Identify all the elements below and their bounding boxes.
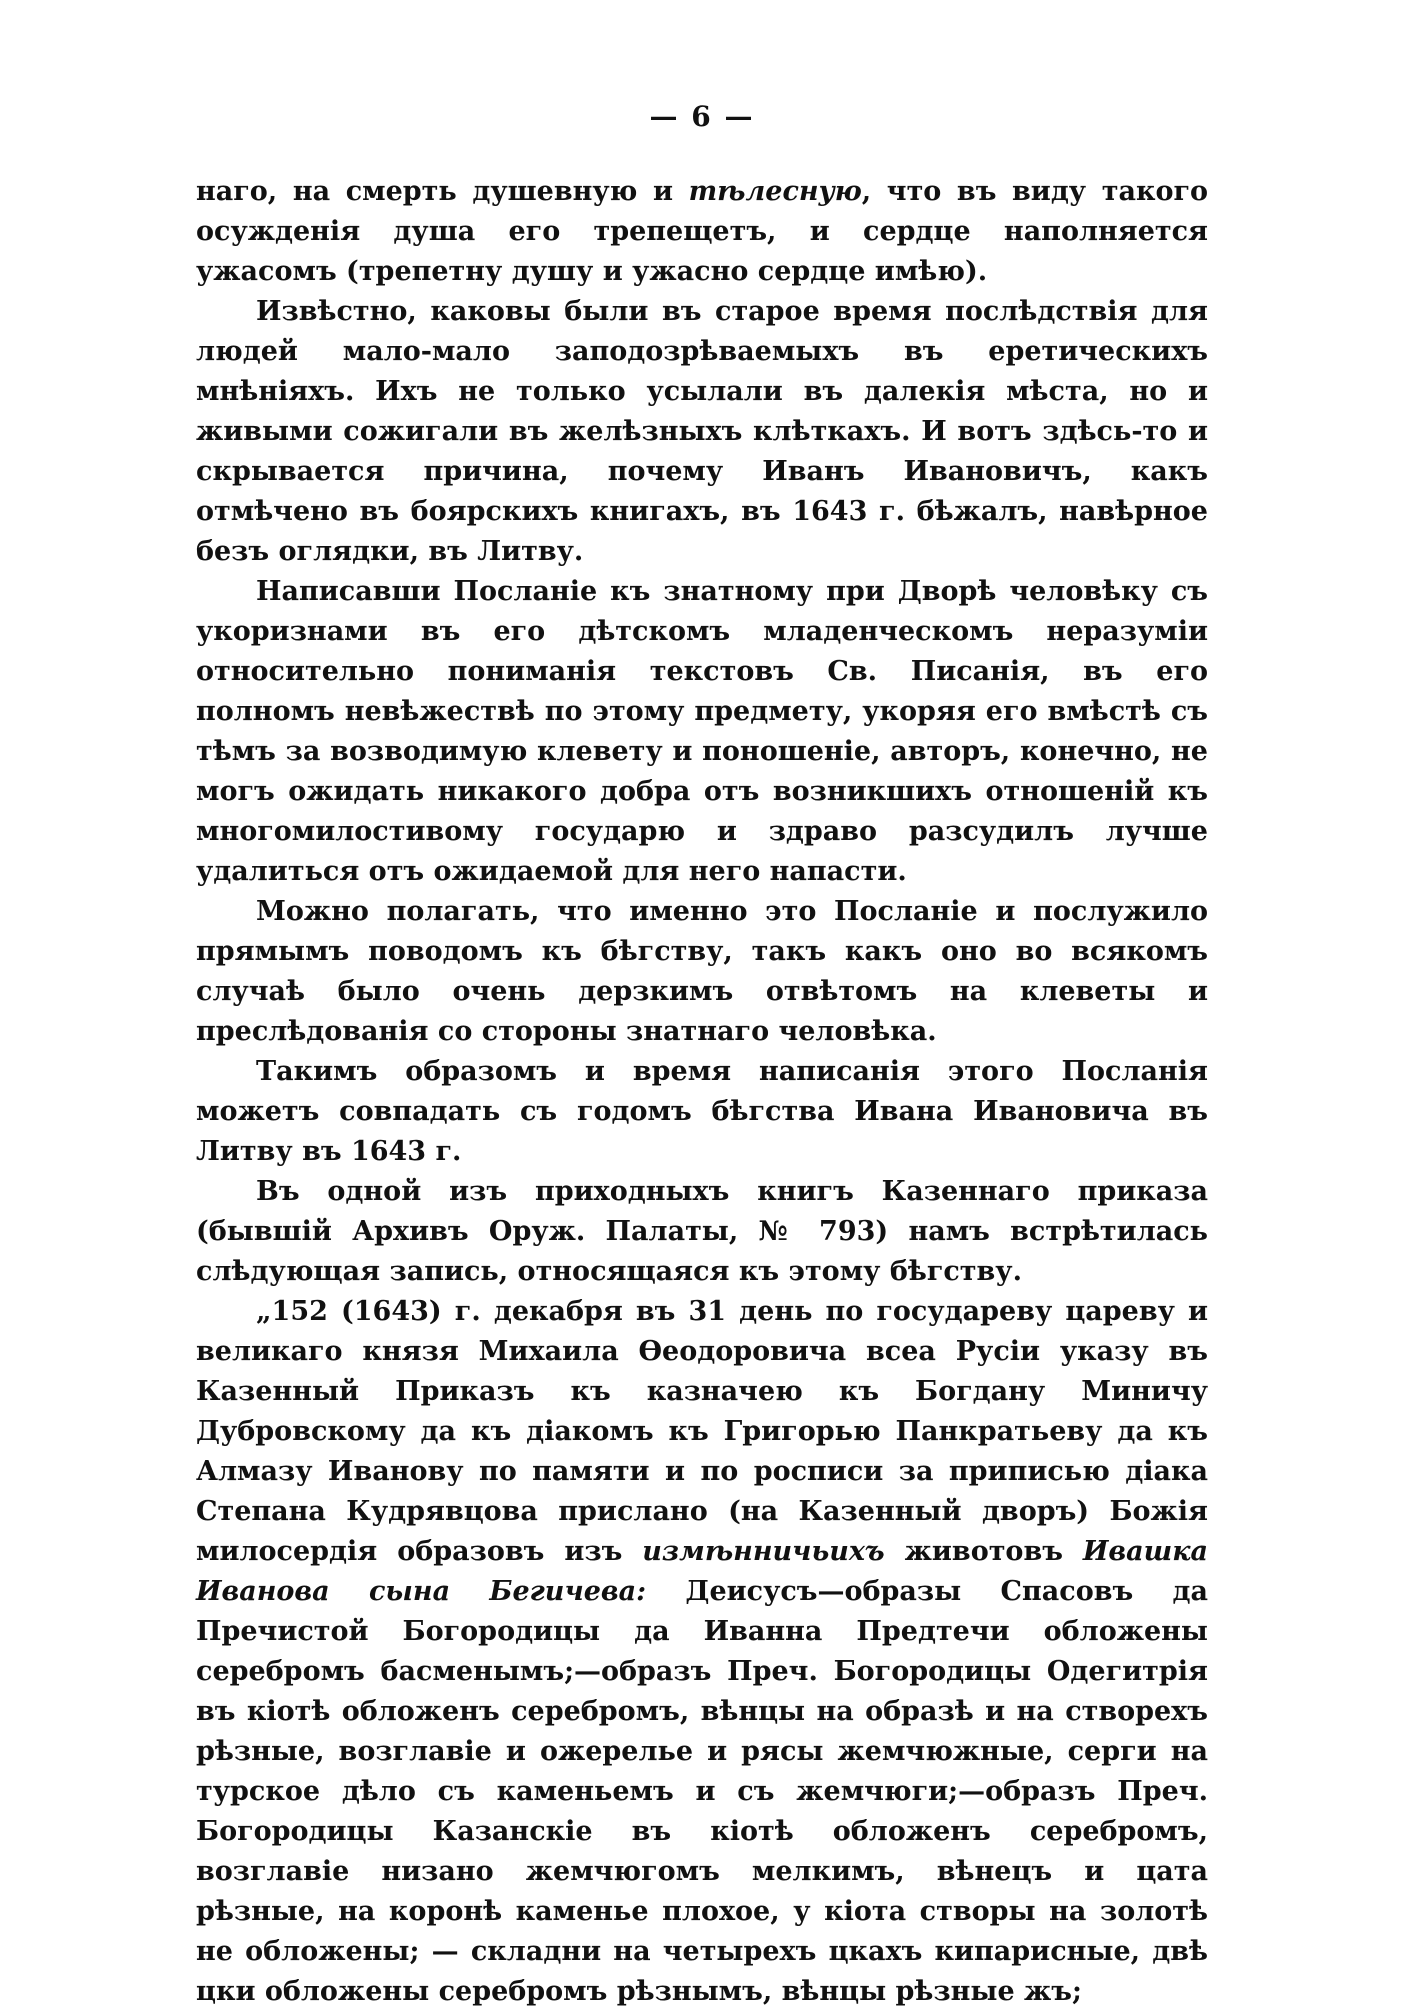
text-segment: Въ одной изъ приходныхъ книгъ Казеннаго приказа (бывшій Архивъ Оруж. Палаты, № 793) намъ встрѣтилась слѣдующая запись, относящаяся къ этому бѣгству. <box>196 1176 1208 1287</box>
paragraph-p6 <box>196 1172 1208 1292</box>
text-segment: животовъ <box>884 1536 1083 1567</box>
text-segment: Можно полагать, что именно это Посланіе и послужило прямымъ поводомъ къ бѣгству, такъ какъ оно во всякомъ случаѣ было очень дерзкимъ отвѣтомъ на клеветы и преслѣдованія со стороны знатнаго человѣка. <box>196 896 1208 1047</box>
text-segment: „152 (1643) г. декабря въ 31 день по государеву цареву и великаго князя Михаила Ѳеодоровича всеа Русіи указу въ Казенный Приказъ къ казначею къ Богдану Миничу Дубровскому да къ діакомъ къ Григорью Панкратьеву да къ Алмазу Иванову по памяти и по росписи за приписью діака Степана Кудрявцова прислано (на Казенный дворъ) Божія милосердія образовъ изъ <box>196 1296 1208 1567</box>
page-number: — 6 — <box>649 100 755 133</box>
paragraph-p3 <box>196 572 1208 892</box>
page-body <box>196 172 1208 2012</box>
italic-text: тѣлесную <box>688 176 862 207</box>
italic-text: Ивашка Иванова сына Бегичева: <box>196 1536 1208 1607</box>
text-segment: Такимъ образомъ и время написанія этого Посланія можетъ совпадать съ годомъ бѣгства Ивана Ивановича въ Литву въ 1643 г. <box>196 1056 1208 1167</box>
paragraph-p2 <box>196 292 1208 572</box>
text-segment: , что въ виду такого осужденія душа его трепещетъ, и сердце наполняется ужасомъ (трепетну душу и ужасно сердце имѣю). <box>196 176 1209 287</box>
paragraph-p5 <box>196 1052 1208 1172</box>
text-segment: Написавши Посланіе къ знатному при Дворѣ человѣку съ укоризнами въ его дѣтскомъ младенческомъ неразуміи относительно пониманія текстовъ Св. Писанія, въ его полномъ невѣжествѣ по этому предмету, укоряя его вмѣстѣ съ тѣмъ за возводимую клевету и поношеніе, авторъ, конечно, не могъ ожидать никакого добра отъ возникшихъ отношеній къ многомилостивому государю и здраво разсудилъ лучше удалиться отъ ожидаемой для него напасти. <box>196 576 1208 887</box>
text-segment: Извѣстно, каковы были въ старое время послѣдствія для людей мало-мало заподозрѣваемыхъ въ еретическихъ мнѣніяхъ. Ихъ не только усылали въ далекія мѣста, но и живыми сожигали въ желѣзныхъ клѣткахъ. И вотъ здѣсь-то и скрывается причина, почему Иванъ Ивановичъ, какъ отмѣчено въ боярскихъ книгахъ, въ 1643 г. бѣжалъ, навѣрное безъ оглядки, въ Литву. <box>196 296 1208 567</box>
paragraph-p4 <box>196 892 1208 1052</box>
paragraph-p1 <box>196 172 1208 292</box>
italic-text: измѣнничьихъ <box>642 1536 885 1567</box>
text-segment: наго, на смерть душевную и <box>196 176 689 207</box>
paragraph-p7 <box>196 1292 1208 2012</box>
text-segment: Деисусъ—образы Спасовъ да Пречистой Богородицы да Иванна Предтечи обложены серебромъ басменымъ;—образъ Преч. Богородицы Одегитрія въ кіотѣ обложенъ серебромъ, вѣнцы на образѣ и на створехъ рѣзные, возглавіе и ожерелье и рясы жемчюжные, серги на турское дѣло съ каменьемъ и съ жемчюги;—образъ Преч. Богородицы Казанскіе въ кіотѣ обложенъ серебромъ, возглавіе низано жемчюгомъ мелкимъ, вѣнецъ и цата рѣзные, на коронѣ каменье плохое, у кіота створы на золотѣ не обложены; — складни на четырехъ цкахъ кипарисные, двѣ цки обложены серебромъ рѣзнымъ, вѣнцы рѣзные жъ; <box>196 1576 1208 2007</box>
